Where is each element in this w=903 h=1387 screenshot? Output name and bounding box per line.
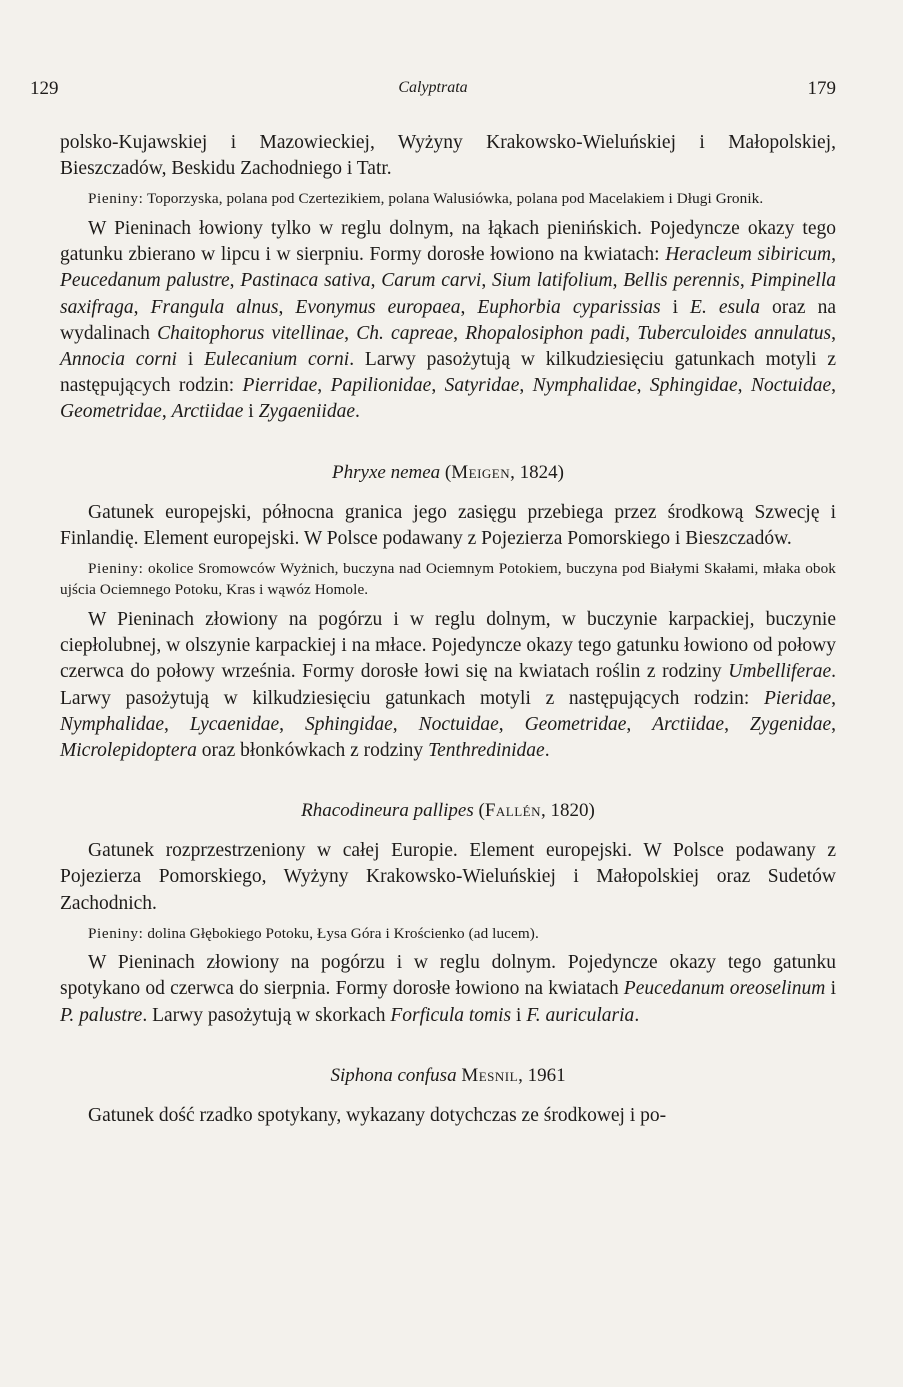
locality-note-3	[60, 923, 836, 945]
family-name: Sphingidae	[649, 375, 738, 397]
species-name: Evonymus europaea	[295, 296, 461, 318]
family-name: Papilionidae	[330, 375, 432, 397]
text-run: ,	[739, 270, 751, 292]
family-name: Zygenidae	[749, 713, 832, 735]
text-body	[60, 130, 836, 1129]
text-run: W Pieninach złowiony na pogórzu i w reglu dolnym, w buczynie karpackiej, buczynie ciepłolubnej, w olszynie karpackiej i na młace. Pojedyncze okazy tego gatunku łowiono od połowy czerwca do połowy września. Formy dorosłe łowi się na kwiatach roślin z rodziny	[60, 608, 836, 683]
species-year: , 1824)	[510, 461, 564, 483]
locality-label: Pieniny:	[88, 190, 144, 208]
text-run: ,	[519, 375, 533, 397]
family-name: Noctuidae	[418, 713, 499, 735]
text-run: ,	[625, 322, 638, 344]
locality-note-1	[60, 188, 836, 210]
text-run: ,	[636, 375, 650, 397]
family-name: Nymphalidae	[60, 713, 164, 735]
locality-note-2	[60, 558, 836, 601]
text-run: ,	[229, 270, 241, 292]
species-name: Rhopalosiphon padi	[465, 322, 626, 344]
species-heading-siphona	[60, 1063, 836, 1089]
text-run: ,	[831, 375, 836, 397]
species-name: Peucedanum oreoselinum	[623, 978, 826, 1000]
species-name: Forficula tomis	[390, 1004, 512, 1026]
text-run: . Larwy pasożytują w kilkudziesięciu gatunkach motyli z następujących rodzin:	[60, 661, 836, 709]
text-run: ,	[724, 713, 750, 735]
species-name: Annocia corni	[60, 348, 177, 370]
family-name: Arctiidae	[652, 713, 725, 735]
family-name: Noctuidae	[750, 375, 832, 397]
family-name: Geometridae	[60, 401, 162, 423]
species-heading-rhacodineura	[60, 798, 836, 824]
text-run: ,	[133, 296, 151, 318]
text-run: ,	[163, 713, 190, 735]
text-run: ,	[161, 401, 172, 423]
text-run: W Pieninach łowiony tylko w reglu dolnym, na łąkach pienińskich. Pojedyncze okazy tego gatunku zbierano w lipcu i w sierpniu. Formy dorosłe łowiono na kwiatach:	[60, 217, 836, 266]
page-number-right: 179	[807, 78, 836, 99]
species-name: F. auricularia	[526, 1004, 635, 1026]
text-run: i	[660, 296, 691, 318]
species-name: Bellis perennis	[623, 270, 740, 292]
locality-text: Toporzyska, polana pod Czertezikiem, polana Walusiówka, polana pod Macelakiem i Długi Gronik.	[143, 190, 764, 208]
species-name: Heracleum sibiricum	[665, 244, 832, 266]
family-name: Geometridae	[524, 713, 627, 735]
family-name: Arctiidae	[171, 401, 244, 423]
text-run: ,	[344, 322, 357, 344]
text-run: ,	[831, 322, 837, 344]
species-name: Eulecanium corni	[204, 348, 350, 370]
text-run: ,	[392, 713, 419, 735]
text-run: oraz na wydalinach	[60, 296, 836, 344]
species-name: Pimpinella saxifraga	[60, 270, 837, 318]
running-header	[30, 78, 836, 104]
species-name: Peucedanum palustre	[60, 270, 230, 292]
text-run: .	[634, 1004, 640, 1026]
text-run: ,	[831, 244, 836, 266]
species-name: P. palustre	[60, 1004, 143, 1026]
species-heading-name: Rhacodineura pallipes	[301, 800, 474, 822]
species-name: E. esula	[690, 296, 760, 318]
family-name: Lycaenidae	[189, 713, 280, 735]
species-author: Meigen	[451, 461, 511, 483]
family-name: Pierridae	[242, 375, 318, 397]
species-author: Fallén	[484, 800, 541, 822]
text-run: .	[354, 401, 360, 423]
species-name: Ch. capreae	[356, 322, 454, 344]
locality-text: dolina Głębokiego Potoku, Łysa Góra i Krościenko (ad lucem).	[143, 924, 539, 942]
text-run: W Pieninach złowiony na pogórzu i w reglu dolnym. Pojedyncze okazy tego gatunku spotykano od czerwca do sierpnia. Formy dorosłe łowiono na kwiatach	[60, 952, 836, 1000]
text-run: . Larwy pasożytują w skorkach	[142, 1004, 391, 1026]
text-run: i	[511, 1004, 527, 1026]
paragraph-5: Gatunek rozprzestrzeniony w całej Europie. Element europejski. W Polsce podawany z Pojezierza Pomorskiego, Wyżyny Krakowsko-Wieluńskiej i Małopolskiej oraz Sudetów Zachodnich.	[60, 840, 836, 914]
paragraph-2	[60, 216, 836, 426]
species-name: Pastinaca sativa	[240, 270, 371, 292]
text-run: ,	[460, 296, 478, 318]
text-run: ,	[453, 322, 466, 344]
text-run: ,	[626, 713, 653, 735]
species-heading-phryxe	[60, 460, 836, 486]
text-run: .	[544, 739, 550, 761]
species-year: , 1961	[518, 1064, 566, 1086]
family-name: Zygaeniidae	[258, 401, 355, 423]
text-run: i	[825, 978, 837, 1000]
text-run: (	[473, 800, 485, 822]
species-year: , 1820)	[540, 800, 595, 822]
text-run: ,	[370, 270, 382, 292]
running-title: Calyptrata	[398, 79, 468, 96]
species-name: Chaitophorus vitellinae	[157, 322, 345, 344]
text-run: ,	[737, 375, 751, 397]
family-name: Sphingidae	[304, 713, 393, 735]
text-run: ,	[317, 375, 331, 397]
text-run: ,	[278, 296, 296, 318]
species-name: Euphorbia cyparissias	[477, 296, 661, 318]
species-heading-name: Siphona confusa	[330, 1064, 457, 1086]
text-run: ,	[279, 713, 305, 735]
locality-label: Pieniny:	[88, 559, 144, 577]
species-name: Sium latifolium	[491, 270, 613, 292]
species-name: Tuberculoides annulatus	[637, 322, 832, 344]
locality-text: okolice Sromowców Wyżnich, buczyna nad Ociemnym Potokiem, buczyna pod Białymi Skałami, młaka obok ujścia Ociemnego Potoku, Kras i wąwóz Homole.	[60, 559, 836, 599]
paragraph-6	[60, 950, 836, 1029]
text-run: ,	[831, 687, 836, 709]
paragraph-1: polsko-Kujawskiej i Mazowieckiej, Wyżyny Krakowsko-Wieluńskiej i Małopolskiej, Bieszczadów, Beskidu Zachodniego i Tatr.	[60, 132, 836, 180]
text-run: ,	[431, 375, 445, 397]
family-name: Tenthredinidae	[428, 739, 545, 761]
text-run: ,	[831, 713, 837, 735]
text-run: ,	[481, 270, 492, 292]
paragraph-4	[60, 607, 836, 764]
text-run: ,	[498, 713, 525, 735]
page-number-left: 129	[30, 78, 59, 99]
family-name: Pieridae	[763, 687, 832, 709]
text-run: oraz błonkówkach z rodziny	[196, 739, 429, 761]
paragraph-3: Gatunek europejski, północna granica jego zasięgu przebiega przez środkową Szwecję i Finlandię. Element europejski. W Polsce podawany z Pojezierza Pomorskiego i Bieszczadów.	[60, 501, 836, 549]
paragraph-7: Gatunek dość rzadko spotykany, wykazany dotychczas ze środkowej i po-	[88, 1104, 667, 1126]
locality-label: Pieniny:	[88, 924, 144, 942]
species-author: Mesnil	[461, 1064, 519, 1086]
family-name: Satyridae	[444, 375, 520, 397]
text-run: i	[176, 348, 205, 370]
species-name: Frangula alnus	[150, 296, 279, 318]
family-name: Microlepidoptera	[60, 739, 197, 761]
species-heading-name: Phryxe nemea	[332, 461, 441, 483]
family-name: Umbelliferae	[728, 661, 832, 683]
text-run: . Larwy pasożytują w kilkudziesięciu gatunkach motyli z następujących rodzin:	[60, 348, 836, 397]
text-run: (	[440, 461, 452, 483]
text-run: i	[243, 401, 259, 423]
text-run: ,	[612, 270, 624, 292]
species-name: Carum carvi	[381, 270, 482, 292]
family-name: Nymphalidae	[532, 375, 637, 397]
